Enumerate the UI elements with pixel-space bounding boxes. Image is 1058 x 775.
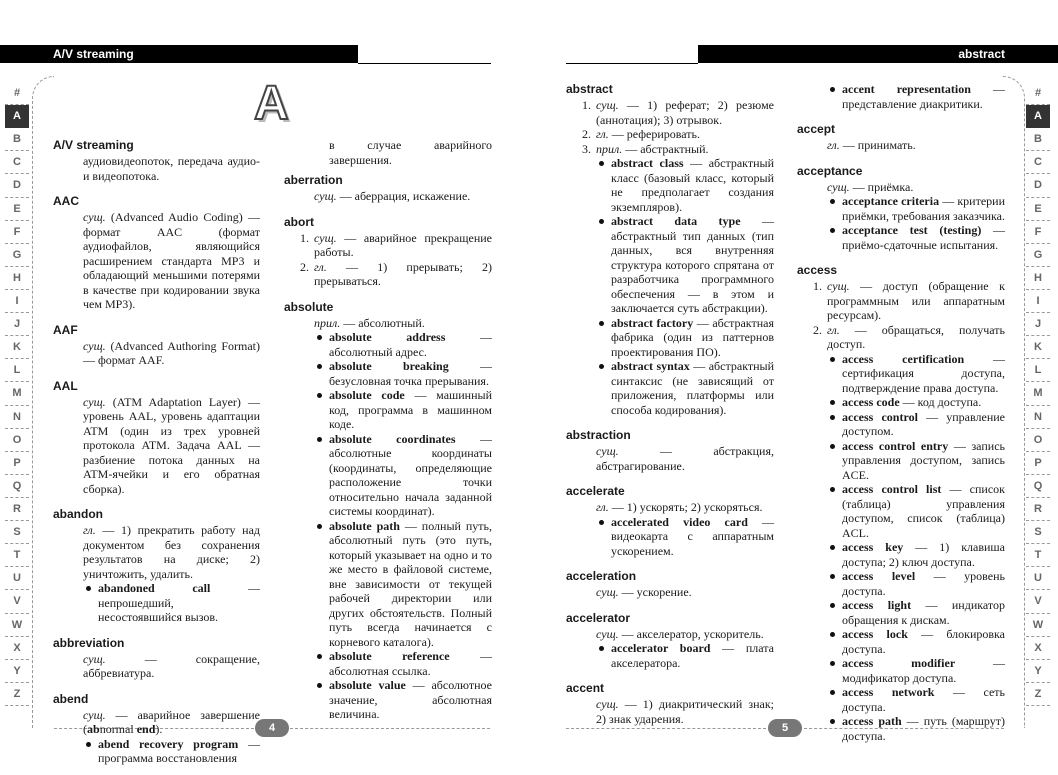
headword: acceleration [566,569,637,583]
index-tab: G [1026,244,1050,267]
sense: 3. прил. — абстрактный. abstract class — абстрактный класс (базовый класс, который не предполагает создания экземпляров). abstract data type — абстрактный тип данных (тип данных, вся внутренняя структура которого спрятана от разработчика программного обеспечения — в этом и заключается суть абстракции). abstract factory — абстрактная фабрика (один из паттернов проектирования ПО). abstract syntax — абстрактный синтаксис (не зависящий от приложения, платформы или способа кодирования). [582,142,774,418]
index-tab: S [1026,521,1050,544]
subentry: abstract factory — абстрактная фабрика (один из паттернов проектирования ПО). [596,316,774,360]
definition: гл. — 1) прекратить работу над документом без сохранения результатов на диске; 2) уничтожить, удалить. [83,523,260,581]
index-tab: L [5,359,29,382]
subentry: absolute value — абсолютное значение, абсолютная величина. [314,678,492,722]
index-tab: X [1026,637,1050,660]
page-border-right [1003,76,1025,728]
subentry: absolute path — полный путь, абсолютный путь (это путь, который указывает на одно и то же место в файловой системе, вне зависимости от текущей рабочей директории или других обстоятельств. Полный путь всегда начинается с корневого каталога). [314,519,492,650]
dictionary-entry [797,122,1005,153]
definition: сущ. (Advanced Audio Coding) — формат AAC (формат аудиофайлов, являющийся расширением стандарта MP3 и обладающий меньшими потерями в качестве при кодировании звука чем MP3). [83,210,260,311]
dictionary-entry [566,484,774,558]
footer-rule-right-a [566,728,766,729]
subentry: access lock — блокировка доступа. [827,627,1005,656]
definition: гл. — 1) ускорять; 2) ускоряться. [596,500,763,514]
dictionary-entry [53,507,260,625]
index-tab: L [1026,359,1050,382]
subentry: acceptance criteria — критерии приёмки, требования заказчика. [827,194,1005,223]
footer-rule-left-b [290,728,490,729]
sense: 2. гл. — обращаться, получать доступ. access certification — сертификация доступа, подтверждение права доступа. access code — код доступа. access control — управление доступом. access control entry — запись управления доступом, запись ACE. access control list — список (таблица) управления доступом, список (таблица) ACL. access key — 1) клавиша доступа; 2) ключ доступа. access level — уровень доступа. access light — индикатор обращения к дискам. access lock — блокировка доступа. access modifier — модификатор доступа. access network — сеть доступа. access path — путь (маршрут) доступа. [813,323,1005,744]
headword: A/V streaming [53,138,134,152]
definition: сущ. — 1) диакритический знак; 2) знак ударения. [596,697,774,726]
index-tab: O [5,429,29,452]
index-tab: T [1026,544,1050,567]
dictionary-entry [566,569,774,600]
subentry: abstract syntax — абстрактный синтаксис (не зависящий от приложения, платформы или способа кодирования). [596,359,774,417]
index-tab: K [1026,336,1050,359]
headword: accent [566,681,605,695]
index-tab: Z [1026,683,1050,706]
subentry: access modifier — модификатор доступа. [827,656,1005,685]
index-tab: A [1026,105,1050,128]
dictionary-entry [797,164,1005,253]
running-header-left: A/V streaming [0,45,358,63]
index-tab: H [5,267,29,290]
headword: abend [53,691,89,706]
headword: abbreviation [53,635,125,650]
subentry: absolute reference — абсолютная ссылка. [314,649,492,678]
index-tab: U [1026,567,1050,590]
subentry: access control entry — запись управления доступом, запись ACE. [827,439,1005,483]
subentry-list [827,352,1005,744]
subentry: absolute breaking — безусловная точка прерывания. [314,359,492,388]
definition: аудиовидеопоток, передача аудио- и видеопотока. [83,154,260,183]
index-tab: R [5,498,29,521]
index-tab: Q [1026,475,1050,498]
index-tab: D [5,174,29,197]
definition: сущ. (Advanced Authoring Format) — формат AAF. [83,338,260,367]
subentry-list [797,194,1005,252]
index-tab: Y [5,660,29,683]
subentry: absolute coordinates — абсолютные координаты (координаты, определяющие расположение точки относительно начала заданной системы координат). [314,432,492,519]
index-tab: W [1026,614,1050,637]
dictionary-entry [797,82,1005,111]
subentry: access control list — список (таблица) управления доступом, список (таблица) ACL. [827,482,1005,540]
dictionary-entry [797,263,1005,743]
header-rule-right [566,63,698,64]
index-tab: R [1026,498,1050,521]
dictionary-entry [53,194,260,312]
headword: accelerate [566,484,625,498]
index-tab: G [5,244,29,267]
dictionary-entry [566,428,774,473]
index-tab: N [5,406,29,429]
page-border-left [32,76,54,728]
index-tab: M [5,382,29,405]
headword: accelerator [566,610,631,625]
alphabet-index-left [5,82,29,706]
dictionary-entry [53,323,260,368]
subentry: accelerated video card — видеокарта с аппаратным ускорением. [596,515,774,559]
index-tab: V [5,590,29,613]
index-tab: O [1026,429,1050,452]
index-tab: I [1026,290,1050,313]
definition: сущ. (ATM Adaptation Layer) — уровень AAL, уровень адаптации ATM (один из трех уровней протокола ATM. Задача AAL — разбиение потока данных на ATM-ячейки и его обратная сборка). [83,394,260,496]
headword: abstract [566,82,613,96]
index-tab: Z [5,683,29,706]
section-letter: A [254,77,289,130]
headword: absolute [284,299,334,314]
subentry: absolute address — абсолютный адрес. [314,330,492,359]
running-header-right: abstract [698,45,1058,63]
subentry: accent representation — представление диакритики. [827,82,1005,111]
subentry: access level — уровень доступа. [827,569,1005,598]
definition: сущ. — аберрация, искажение. [314,189,471,203]
headword: AAL [53,378,78,393]
dictionary-entry [284,300,492,722]
definition: сущ. — аварийное завершение (abnormal end). [83,707,260,736]
page-number-left: 4 [255,719,289,737]
subentry: access certification — сертификация доступа, подтверждение права доступа. [827,352,1005,396]
index-tab: A [5,105,29,128]
dictionary-entry [284,173,492,204]
dictionary-entry [566,681,774,726]
index-tab: # [1026,82,1050,105]
index-tab: # [5,82,29,105]
dictionary-entry [566,82,774,417]
subentry-list [797,82,1005,111]
definition: сущ. — сокращение, аббревиатура. [83,651,260,680]
index-tab: F [5,221,29,244]
headword: aberration [284,173,343,187]
headword: abort [284,214,314,229]
subentry-list [284,330,492,722]
subentry: acceptance test (testing) — приёмо-сдаточные испытания. [827,223,1005,252]
definition: сущ. — приёмка. [827,179,914,194]
page-number-right: 5 [768,719,802,737]
subentry: abstract class — абстрактный класс (базовый класс, который не предполагает создания экземпляров). [596,156,774,214]
index-tab: X [5,637,29,660]
subentry: abstract data type — абстрактный тип данных (тип данных, вся внутренняя структура которого спрятана от разработчика программного обеспечения — в этом и заключается суть абстракции). [596,214,774,316]
headword: abstraction [566,428,631,442]
sense-list [797,279,1005,743]
headword: abandon [53,507,103,521]
sense-list [566,98,774,417]
subentry-list [53,581,260,625]
sense: 2. гл. — 1) прерывать; 2) прерываться. [300,260,492,289]
index-tab: B [1026,128,1050,151]
index-tab: E [1026,198,1050,221]
index-tab: B [5,128,29,151]
column-2 [284,138,493,721]
index-tab: U [5,567,29,590]
subentry: absolute code — машинный код, программа в машинном коде. [314,388,492,432]
index-tab: V [1026,590,1050,613]
subentry: access code — код доступа. [827,395,1005,410]
index-tab: C [5,151,29,174]
column-4 [797,82,1006,743]
dictionary-entry [284,215,492,289]
definition: сущ. — абстракция, абстрагирование. [596,444,774,473]
dictionary-entry [566,611,774,671]
dictionary-entry [53,379,260,497]
headword: AAF [53,322,78,337]
index-tab: F [1026,221,1050,244]
headword: accept [797,122,836,136]
index-tab: P [1026,452,1050,475]
dictionary-entry [53,138,260,183]
subentry: access light — индикатор обращения к дискам. [827,598,1005,627]
alphabet-index-right [1026,82,1050,706]
definition: гл. — принимать. [827,138,916,152]
header-rule-left [358,63,491,64]
index-tab: K [5,336,29,359]
subentry-list [53,737,260,766]
index-tab: S [5,521,29,544]
index-tab: P [5,452,29,475]
index-tab: N [1026,406,1050,429]
subentry-list [596,156,774,417]
index-tab: M [1026,382,1050,405]
definition: сущ. — ускорение. [596,585,692,599]
index-tab: Y [1026,660,1050,683]
headword: AAC [53,194,79,208]
sense: 1. сущ. — 1) реферат; 2) резюме (аннотация); 3) отрывок. [582,98,774,127]
sense: 1. сущ. — доступ (обращение к программным или аппаратным ресурсам). [813,279,1005,323]
index-tab: T [5,544,29,567]
subentry-list [566,515,774,559]
index-tab: Q [5,475,29,498]
headword: acceptance [797,163,863,178]
subentry: access network — сеть доступа. [827,685,1005,714]
subentry: abend recovery program — программа восстановления [83,737,260,766]
sense: 1. сущ. — аварийное прекращение работы. [300,231,492,260]
subentry: access key — 1) клавиша доступа; 2) ключ доступа. [827,540,1005,569]
subentry: access path — путь (маршрут) доступа. [827,714,1005,743]
dictionary-entry [53,692,260,766]
subentry-list [566,641,774,670]
index-tab: W [5,614,29,637]
index-tab: J [1026,313,1050,336]
index-tab: I [5,290,29,313]
index-tab: C [1026,151,1050,174]
definition: сущ. — акселератор, ускоритель. [596,626,764,641]
column-3 [566,82,775,726]
index-tab: D [1026,174,1050,197]
subentry: abandoned call — непрошедший, несостоявшийся вызов. [83,581,260,625]
index-tab: H [1026,267,1050,290]
sense-list [284,231,492,289]
subentry: access control — управление доступом. [827,410,1005,439]
sense: 2. гл. — реферировать. [582,127,774,142]
continued-text: в случае аварийного завершения. [329,138,492,167]
subentry: accelerator board — плата акселератора. [596,641,774,670]
index-tab: J [5,313,29,336]
definition: прил. — абсолютный. [314,315,425,330]
headword: access [797,263,838,277]
index-tab: E [5,198,29,221]
dictionary-entry [53,636,260,681]
column-1 [53,138,261,765]
